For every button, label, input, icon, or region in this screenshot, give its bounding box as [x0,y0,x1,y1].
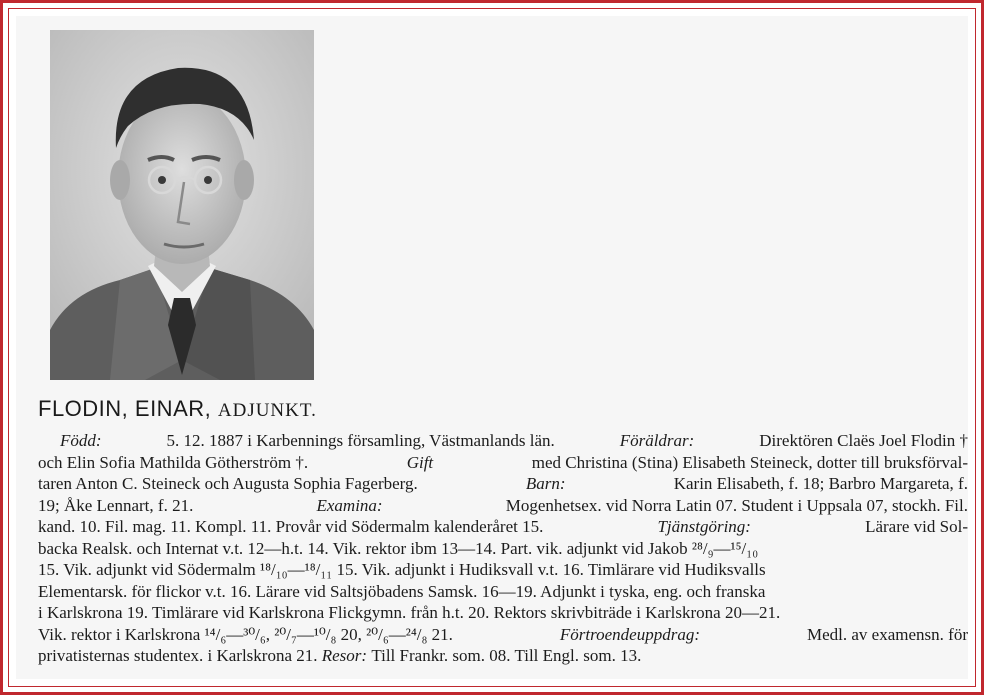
bio-text: och Elin Sofia Mathilda Götherström †. [38,452,309,472]
label-children: Barn: [525,474,566,493]
bio-text: Direktören Claës Joel Flodin † [759,431,968,450]
bio-text: Till Frankr. som. 08. Till Engl. som. 13. [371,646,642,665]
label-assignments: Förtroendeuppdrag: [559,624,700,644]
bio-line [38,430,968,452]
document-page [16,16,968,679]
bio-line [38,516,968,538]
bio-text: Medl. av examensn. för [807,624,968,644]
portrait-photo [50,30,314,380]
portrait-illustration [50,30,314,380]
bio-line [38,602,968,624]
label-exams: Examina: [316,495,383,515]
bio-line [38,559,968,581]
bio-text: taren Anton C. Steineck och Augusta Sophia Fagerberg. [38,474,418,493]
bio-line [38,473,968,495]
bio-text: 15. Vik. adjunkt vid Södermalm ¹⁸/₁₀—¹⁸/₁₁ 15. Vik. adjunkt i Hudiksvall v.t. 16. Timlärare vid Hudiksvalls [38,560,766,579]
bio-text: backa Realsk. och Internat v.t. 12—h.t. 14. Vik. rektor ibm 13—14. Part. vik. adjunkt vid Jakob ²⁸/₉—¹⁵/₁₀ [38,538,759,558]
bio-text: Vik. rektor i Karlskrona ¹⁴/₆—³⁰/₆, ²⁰/₇—¹⁰/₈ 20, ²⁰/₆—²⁴/₈ 21. [38,624,453,644]
bio-line [38,452,968,474]
bio-line [38,538,968,560]
entry-heading [38,396,317,422]
label-married: Gift [406,452,434,472]
label-parents: Föräldrar: [619,431,695,450]
bio-text: Elementarsk. för flickor v.t. 16. Lärare vid Saltsjöbadens Samsk. 16—19. Adjunkt i tyska, eng. och franska [38,581,766,601]
page-frame-inner [8,8,976,687]
label-born: Född: [60,431,102,450]
label-service: Tjänstgöring: [657,517,751,536]
bio-text: med Christina (Stina) Elisabeth Steineck, dotter till bruksförval- [531,452,968,472]
bio-text: kand. 10. Fil. mag. 11. Kompl. 11. Provår vid Södermalm kalenderåret 15. [38,517,544,536]
bio-line [38,624,968,646]
bio-line [38,495,968,517]
bio-text: Mogenhetsex. vid Norra Latin 07. Student i Uppsala 07, stockh. Fil. [505,495,968,515]
bio-text: Lärare vid Sol- [865,517,968,536]
bio-text: privatisternas studentex. i Karlskrona 21. [38,646,318,665]
bio-text: Karin Elisabeth, f. 18; Barbro Margareta, f. [673,474,968,493]
bio-text: 19; Åke Lennart, f. 21. [38,495,194,515]
label-travels: Resor: [321,646,368,665]
bio-line [38,581,968,603]
entry-name: FLODIN, EINAR, [38,396,212,421]
biography-text [38,430,968,667]
bio-text: i Karlskrona 19. Timlärare vid Karlskrona Flickgymn. från h.t. 20. Rektors skrivbiträde i Karlskrona 20—21. [38,603,781,622]
entry-title: ADJUNKT. [217,400,317,421]
bio-text: 5. 12. 1887 i Karbennings församling, Västmanlands län. [166,431,555,450]
bio-line [38,645,968,667]
